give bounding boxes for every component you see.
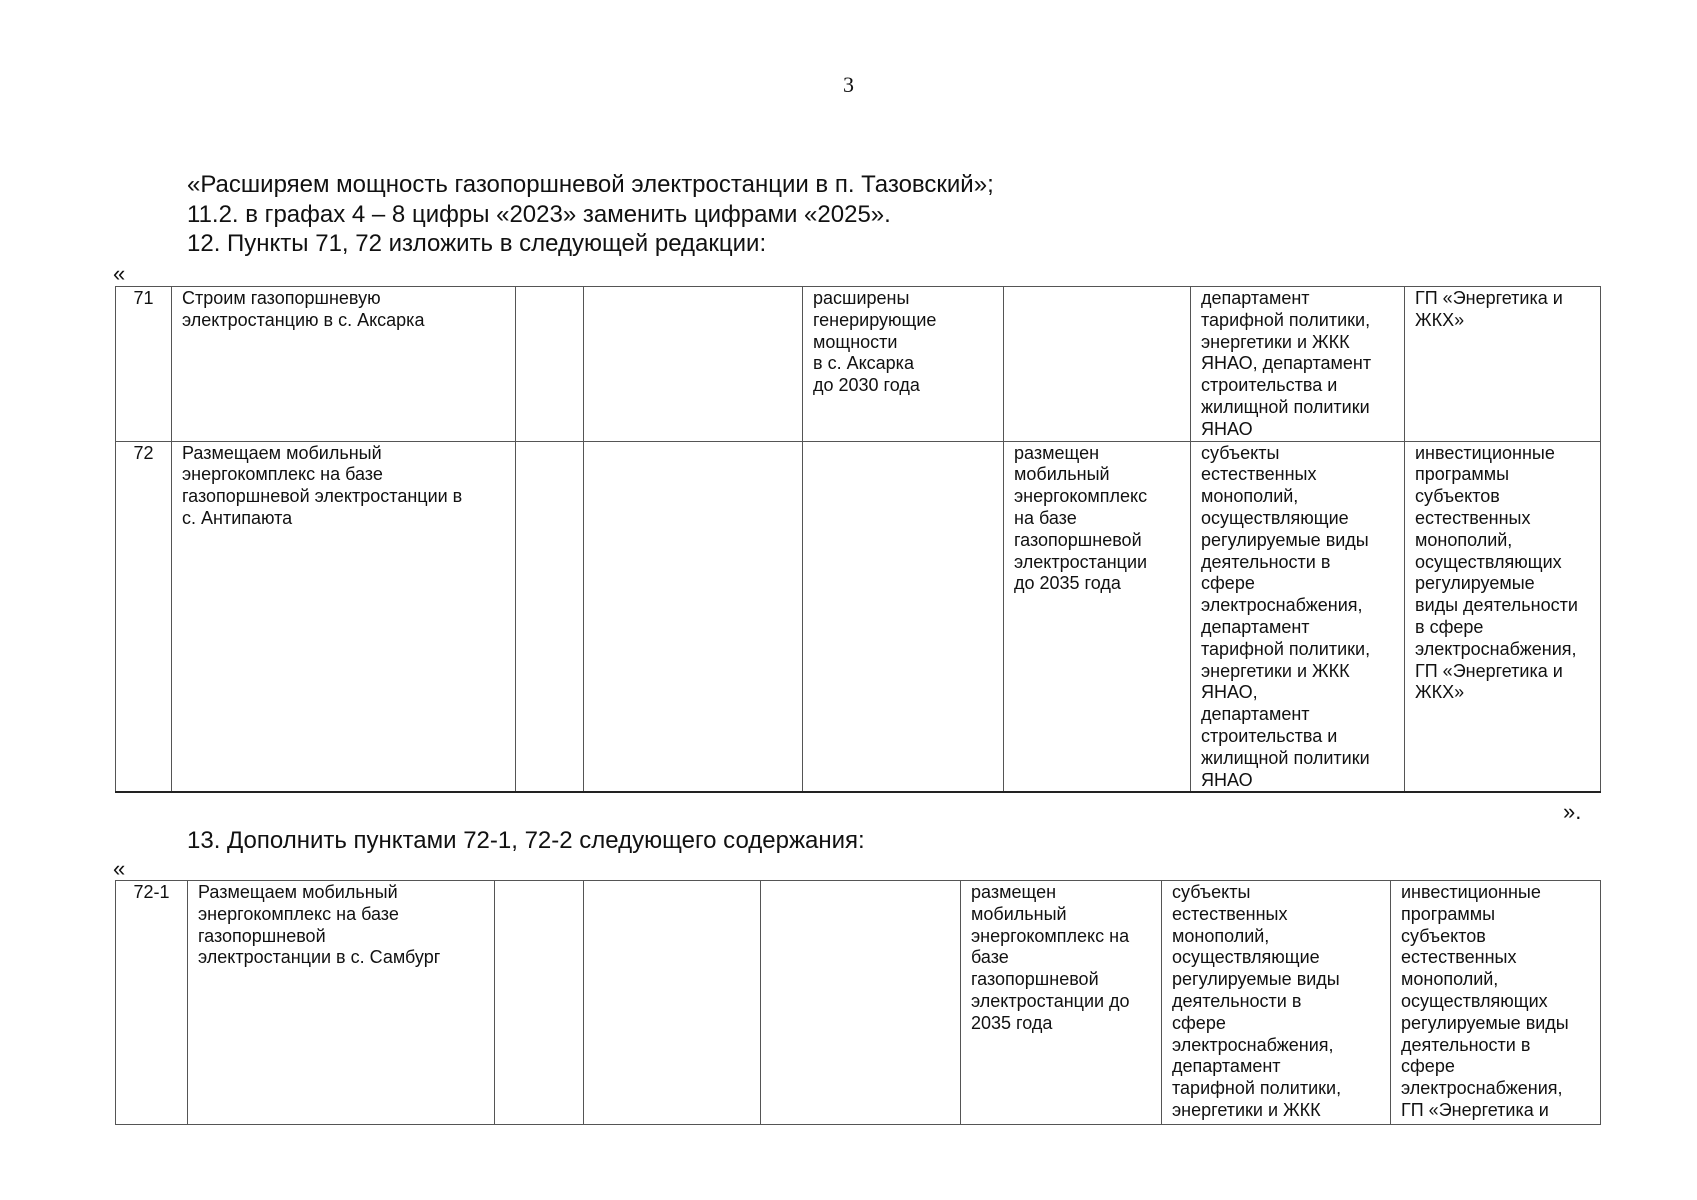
responsible-cell: субъекты естественных монополий, осуществляющие регулируемые виды деятельности в сфере электроснабжения, департамент тарифной политики, энергетики и ЖКК bbox=[1162, 881, 1391, 1125]
closing-quote-table1: ». bbox=[1563, 799, 1582, 824]
source-cell: инвестиционные программы субъектов естественных монополий, осуществляющих регулируемые виды деятельности в сфере электроснабжения, ГП «Энергетика и ЖКХ» bbox=[1405, 441, 1601, 792]
result-cell bbox=[803, 441, 1004, 792]
source-cell: инвестиционные программы субъектов естественных монополий, осуществляющих регулируемые виды деятельности в сфере электроснабжения, ГП «Энергетика и bbox=[1391, 881, 1601, 1125]
source-cell: ГП «Энергетика и ЖКХ» bbox=[1405, 287, 1601, 442]
measure-name: Размещаем мобильный энергокомплекс на базе газопоршневой электростанции в с. Антипаюта bbox=[172, 441, 516, 792]
page-number: 3 bbox=[843, 72, 854, 97]
table-cell bbox=[495, 881, 584, 1125]
result-cell: размещен мобильный энергокомплекс на базе газопоршневой электростанции до 2035 года bbox=[961, 881, 1162, 1125]
row-number: 72 bbox=[116, 441, 172, 792]
opening-quote-table1: « bbox=[113, 261, 126, 286]
paragraph-tazovsky: «Расширяем мощность газопоршневой электростанции в п. Тазовский»; bbox=[187, 171, 994, 198]
table-row bbox=[116, 881, 1601, 1125]
table-cell bbox=[516, 441, 584, 792]
table-cell bbox=[516, 287, 584, 442]
row-number: 72-1 bbox=[116, 881, 188, 1125]
table-cell bbox=[761, 881, 961, 1125]
result-cell: размещен мобильный энергокомплекс на базе газопоршневой электростанции до 2035 года bbox=[1004, 441, 1191, 792]
table-cell bbox=[584, 441, 803, 792]
measure-name: Размещаем мобильный энергокомплекс на базе газопоршневой электростанции в с. Самбург bbox=[188, 881, 495, 1125]
paragraph-13: 13. Дополнить пунктами 72-1, 72-2 следующего содержания: bbox=[187, 827, 865, 854]
paragraph-12: 12. Пункты 71, 72 изложить в следующей редакции: bbox=[187, 230, 767, 257]
table-cell bbox=[584, 881, 761, 1125]
result-cell bbox=[1004, 287, 1191, 442]
responsible-cell: департамент тарифной политики, энергетики и ЖКК ЯНАО, департамент строительства и жилищной политики ЯНАО bbox=[1191, 287, 1405, 442]
opening-quote-table2: « bbox=[113, 856, 126, 881]
table-items-71-72 bbox=[115, 286, 1601, 793]
row-number: 71 bbox=[116, 287, 172, 442]
measure-name: Строим газопоршневую электростанцию в с. Аксарка bbox=[172, 287, 516, 442]
table-item-72-1 bbox=[115, 880, 1601, 1125]
responsible-cell: субъекты естественных монополий, осуществляющие регулируемые виды деятельности в сфере электроснабжения, департамент тарифной политики, энергетики и ЖКК ЯНАО, департамент строительства и жилищной политики ЯНАО bbox=[1191, 441, 1405, 792]
result-cell: расширены генерирующие мощности в с. Аксарка до 2030 года bbox=[803, 287, 1004, 442]
paragraph-11-2: 11.2. в графах 4 – 8 цифры «2023» заменить цифрами «2025». bbox=[187, 201, 891, 228]
table-cell bbox=[584, 287, 803, 442]
table-row bbox=[116, 441, 1601, 792]
table-row bbox=[116, 287, 1601, 442]
